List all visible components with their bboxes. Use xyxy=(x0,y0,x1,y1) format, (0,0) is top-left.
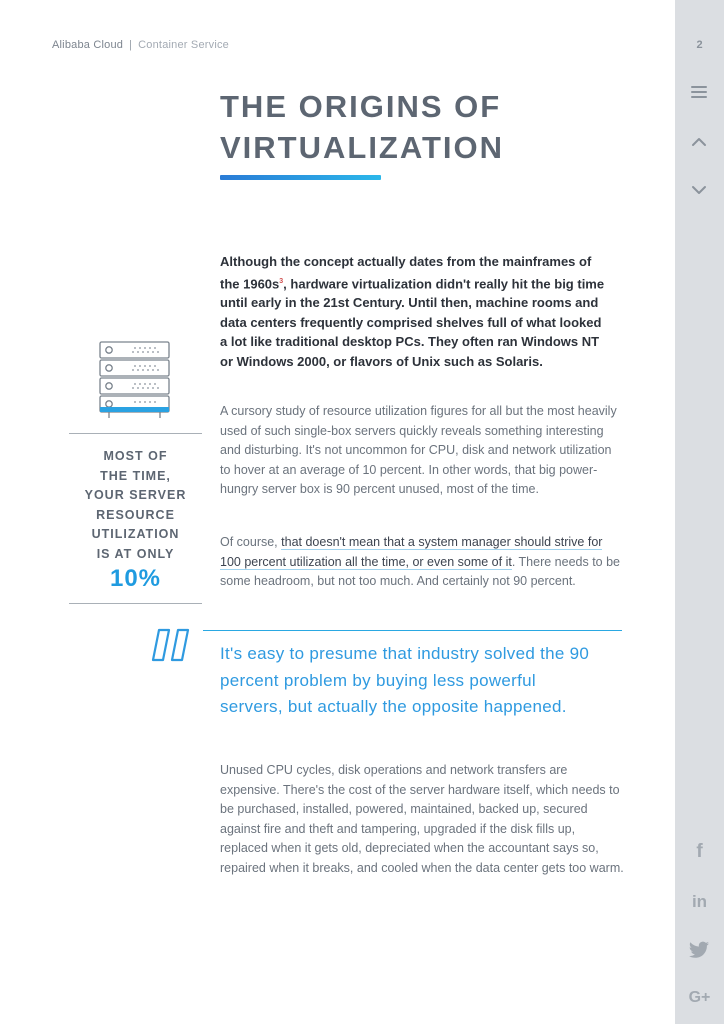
chevron-down-icon[interactable] xyxy=(687,178,711,202)
body-paragraph-2 xyxy=(220,533,625,592)
page-title xyxy=(220,86,640,168)
running-header xyxy=(52,39,229,51)
callout-line-6: IS AT ONLY xyxy=(96,546,175,561)
callout-line-2: THE TIME, xyxy=(100,468,171,483)
facebook-icon[interactable]: f xyxy=(696,841,703,862)
header-separator: | xyxy=(129,39,133,51)
navigation-rail xyxy=(675,0,724,1024)
intro-paragraph xyxy=(220,252,612,371)
callout-percent: 10% xyxy=(109,565,162,592)
intro-text-b: , hardware virtualization didn't really hit the big time until early in the 21st Century. Until then, machine rooms and data centers frequently comprised shelves full of what looked a lot like traditional desktop PCs. They often ran Windows NT or Windows 2000, or flavors of Unix such as Solaris. xyxy=(220,275,605,369)
callout-line-3: YOUR SERVER xyxy=(84,488,187,502)
callout-divider-top xyxy=(69,433,202,434)
linkedin-icon[interactable]: in xyxy=(691,892,708,911)
body-paragraph-3: Unused CPU cycles, disk operations and network transfers are expensive. There's the cost of the server hardware itself, which needs to be purchased, installed, powered, maintained, backed up, secured against fire and theft and tampering, upgraded if the disk fills up, replaced when it gets old, depreciated when the accountant says so, repaired when it breaks, and cooled when the data center gets too warm. xyxy=(220,763,624,875)
title-underline xyxy=(220,175,381,180)
pullquote-text: It's easy to presume that industry solved the 90 percent problem by buying less powerful servers, but actually the opposite happened. xyxy=(220,644,590,716)
quote-mark-icon xyxy=(150,626,192,666)
body-paragraph-1: A cursory study of resource utilization figures for all but the most heavily used of such single-box servers quickly reveals something interesting and disturbing. It's not uncommon for CPU, disk and network utilization to hover at an average of 10 percent. In other words, that big power-hungry server box is 90 percent unused, most of the time. xyxy=(220,404,617,496)
server-rack-icon xyxy=(99,340,171,420)
twitter-icon[interactable] xyxy=(687,938,711,962)
header-brand: Alibaba Cloud xyxy=(52,39,124,51)
page-title-line-1: THE ORIGINS OF xyxy=(220,89,502,124)
callout-line-1: MOST OF xyxy=(103,449,168,463)
para2-lead: Of course, xyxy=(220,535,282,549)
googleplus-icon[interactable]: G+ xyxy=(688,989,711,1006)
para2-rest: . There needs to be some headroom, but not too much. And certainly not 90 percent. xyxy=(220,554,621,588)
callout-line-4: RESOURCE xyxy=(96,507,175,522)
intro-text-a: Although the concept actually dates from the mainframes of the 1960s xyxy=(220,254,592,291)
page-number: 2 xyxy=(696,39,703,51)
callout-line-5: UTILIZATION xyxy=(91,527,180,541)
para2-link[interactable]: that doesn't mean that a system manager should strive for 100 percent utilization all the time, or even some of it xyxy=(220,535,603,569)
callout-text xyxy=(69,447,202,564)
header-section: Container Service xyxy=(138,39,229,51)
page-title-line-2: VIRTUALIZATION xyxy=(220,130,505,165)
menu-icon[interactable] xyxy=(687,80,711,104)
callout-divider-bottom xyxy=(69,603,202,604)
chevron-up-icon[interactable] xyxy=(687,130,711,154)
footnote-ref[interactable]: 3 xyxy=(279,277,284,285)
pullquote-rule xyxy=(203,630,622,631)
